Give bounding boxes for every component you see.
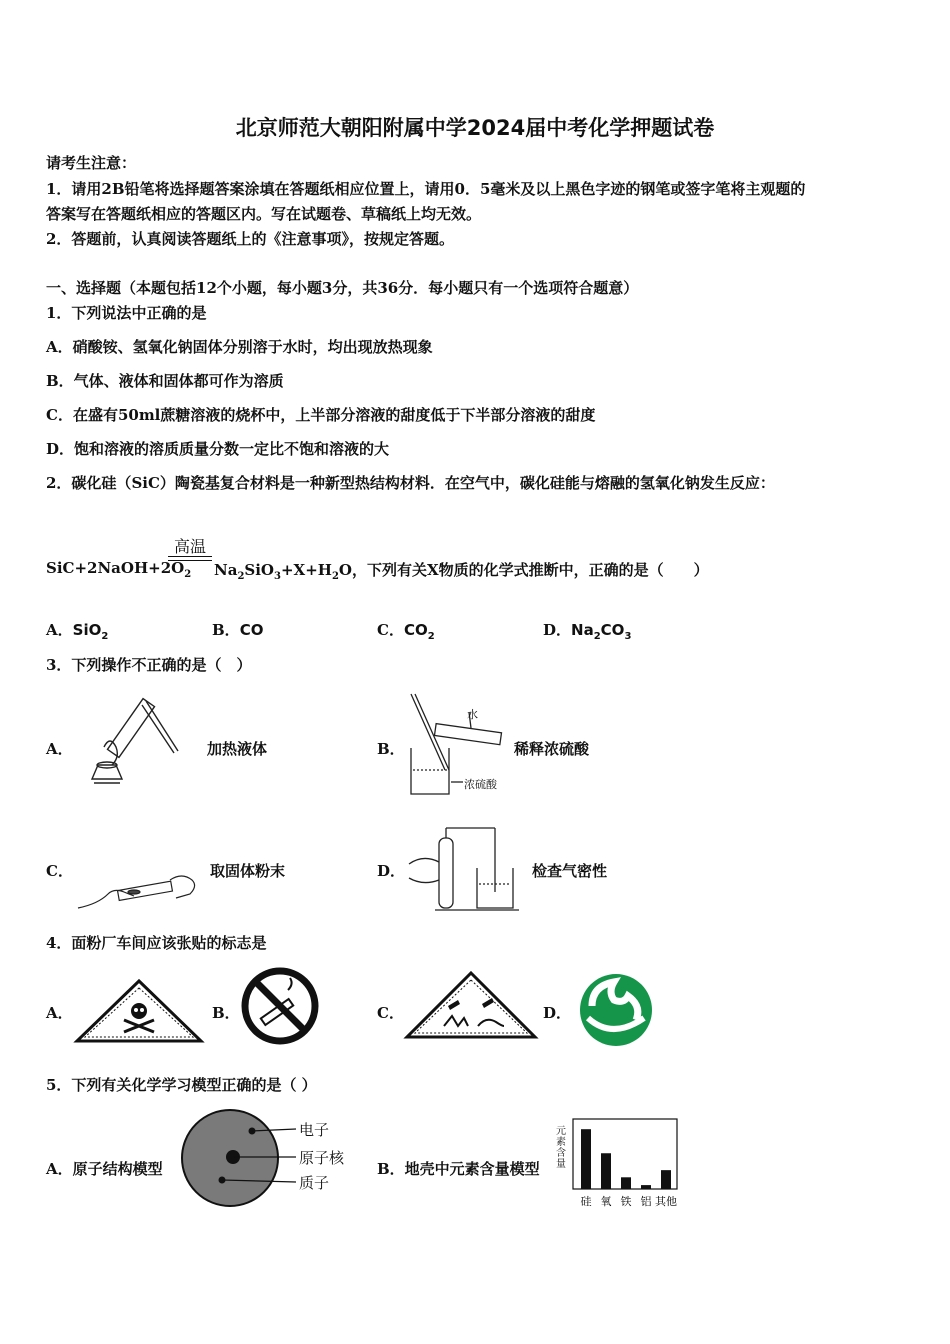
q1-option-c: C．在盛有50ml蔗糖溶液的烧杯中，上半部分溶液的甜度低于下半部分溶液的甜度: [46, 406, 596, 424]
q1-stem: 1．下列说法中正确的是: [46, 304, 207, 322]
chart-tick-label-0: 硅: [580, 1195, 592, 1208]
chart-tick-label-3: 铝: [640, 1195, 652, 1208]
notice-1-line-2: 答案写在答题纸相应的答题区内。写在试题卷、草稿纸上均无效。: [46, 205, 482, 223]
notice-heading: 请考生注意：: [46, 154, 137, 172]
q3-a-text: 加热液体: [207, 740, 268, 758]
crust-element-chart: [572, 1118, 680, 1210]
chart-tick-label-2: 铁: [620, 1195, 632, 1208]
q2-stem: 2．碳化硅（SiC）陶瓷基复合材料是一种新型热结构材料．在空气中，碳化硅能与熔融的氢氧化钠发生反应：: [46, 474, 775, 492]
q4-a-label: A．: [46, 1004, 73, 1022]
q5-stem: 5．下列有关化学学习模型正确的是（ ）: [46, 1076, 317, 1094]
q3-d-label: D．: [377, 862, 406, 880]
q2-option-c: C．$CO_2$: [377, 621, 435, 642]
chart-tick-label-4: 其他: [655, 1195, 677, 1208]
q4-b-label: B．: [212, 1004, 240, 1022]
q3-c-label: C．: [46, 862, 73, 880]
page-title: 北京师范大朝阳附属中学2024届中考化学押题试卷: [235, 116, 715, 140]
q1-option-b: B．气体、液体和固体都可作为溶质: [46, 372, 284, 390]
q3-b-acid-label: 浓硫酸: [464, 778, 497, 791]
q2-equation-right: $Na_2SiO_3+X+H_2O$，下列有关X物质的化学式推断中，正确的是（ ）: [214, 561, 709, 582]
q3-d-text: 检查气密性: [532, 862, 608, 880]
chart-bar-0: [581, 1129, 591, 1189]
q3-b-text: 稀释浓硫酸: [514, 740, 590, 758]
chart-bar-2: [621, 1177, 631, 1189]
q4-c-label: C．: [377, 1004, 404, 1022]
q2-arrow-line: [168, 556, 212, 557]
q3-b-water-label: 水: [467, 708, 478, 721]
airtightness-check-illustration: [405, 824, 520, 914]
atom-model-illustration: [180, 1106, 290, 1210]
q4-stem: 4．面粉厂车间应该张贴的标志是: [46, 934, 267, 952]
q3-a-label: A．: [46, 740, 73, 758]
q2-equation-left: $SiC+2NaOH+2O_2$: [46, 559, 192, 580]
chart-bar-3: [641, 1185, 651, 1189]
q3-b-label: B．: [377, 740, 405, 758]
chart-ylabel: 元素含量: [556, 1126, 566, 1170]
atom-proton-label: 质子: [299, 1174, 330, 1192]
q2-option-a: A．SiO$_2$: [46, 621, 109, 642]
notice-2: 2．答题前，认真阅读答题纸上的《注意事项》，按规定答题。: [46, 230, 454, 248]
atom-electron-label: 电子: [299, 1121, 330, 1139]
q4-d-label: D．: [543, 1004, 572, 1022]
diluting-acid-illustration: [405, 690, 515, 798]
atom-nucleus-label: 原子核: [299, 1149, 345, 1167]
toxic-sign-icon: [74, 978, 204, 1044]
notice-1-line-1: 1．请用2B铅笔将选择题答案涂填在答题纸相应位置上，请用0．5毫米及以上黑色字迹的钢笔或签字笔将主观题的: [46, 180, 806, 198]
corrosive-sign-icon: [404, 970, 538, 1040]
q2-option-b: B．CO: [212, 621, 264, 639]
q2-condition: 高温: [174, 537, 207, 556]
q5-b-label: B．地壳中元素含量模型: [377, 1160, 540, 1178]
q1-option-d: D．饱和溶液的溶质质量分数一定比不饱和溶液的大: [46, 440, 390, 458]
q2-option-d: D．$Na_2CO_3$: [543, 621, 632, 642]
no-smoking-sign-icon: [240, 966, 320, 1046]
q5-a-label: A．原子结构模型: [46, 1160, 163, 1178]
q3-c-text: 取固体粉末: [210, 862, 286, 880]
section-1-heading: 一、选择题（本题包括12个小题，每小题3分，共36分．每小题只有一个选项符合题意）: [46, 279, 639, 297]
heating-liquid-illustration: [84, 693, 184, 793]
chart-tick-label-1: 氧: [600, 1195, 612, 1208]
chart-bar-4: [661, 1170, 671, 1189]
q1-option-a: A．硝酸铵、氢氧化钠固体分别溶于水时，均出现放热现象: [46, 338, 433, 356]
water-saving-sign-icon: [578, 972, 654, 1048]
chart-bar-1: [601, 1153, 611, 1189]
q3-stem: 3．下列操作不正确的是（ ）: [46, 656, 252, 674]
powder-spoon-illustration: [74, 868, 204, 916]
